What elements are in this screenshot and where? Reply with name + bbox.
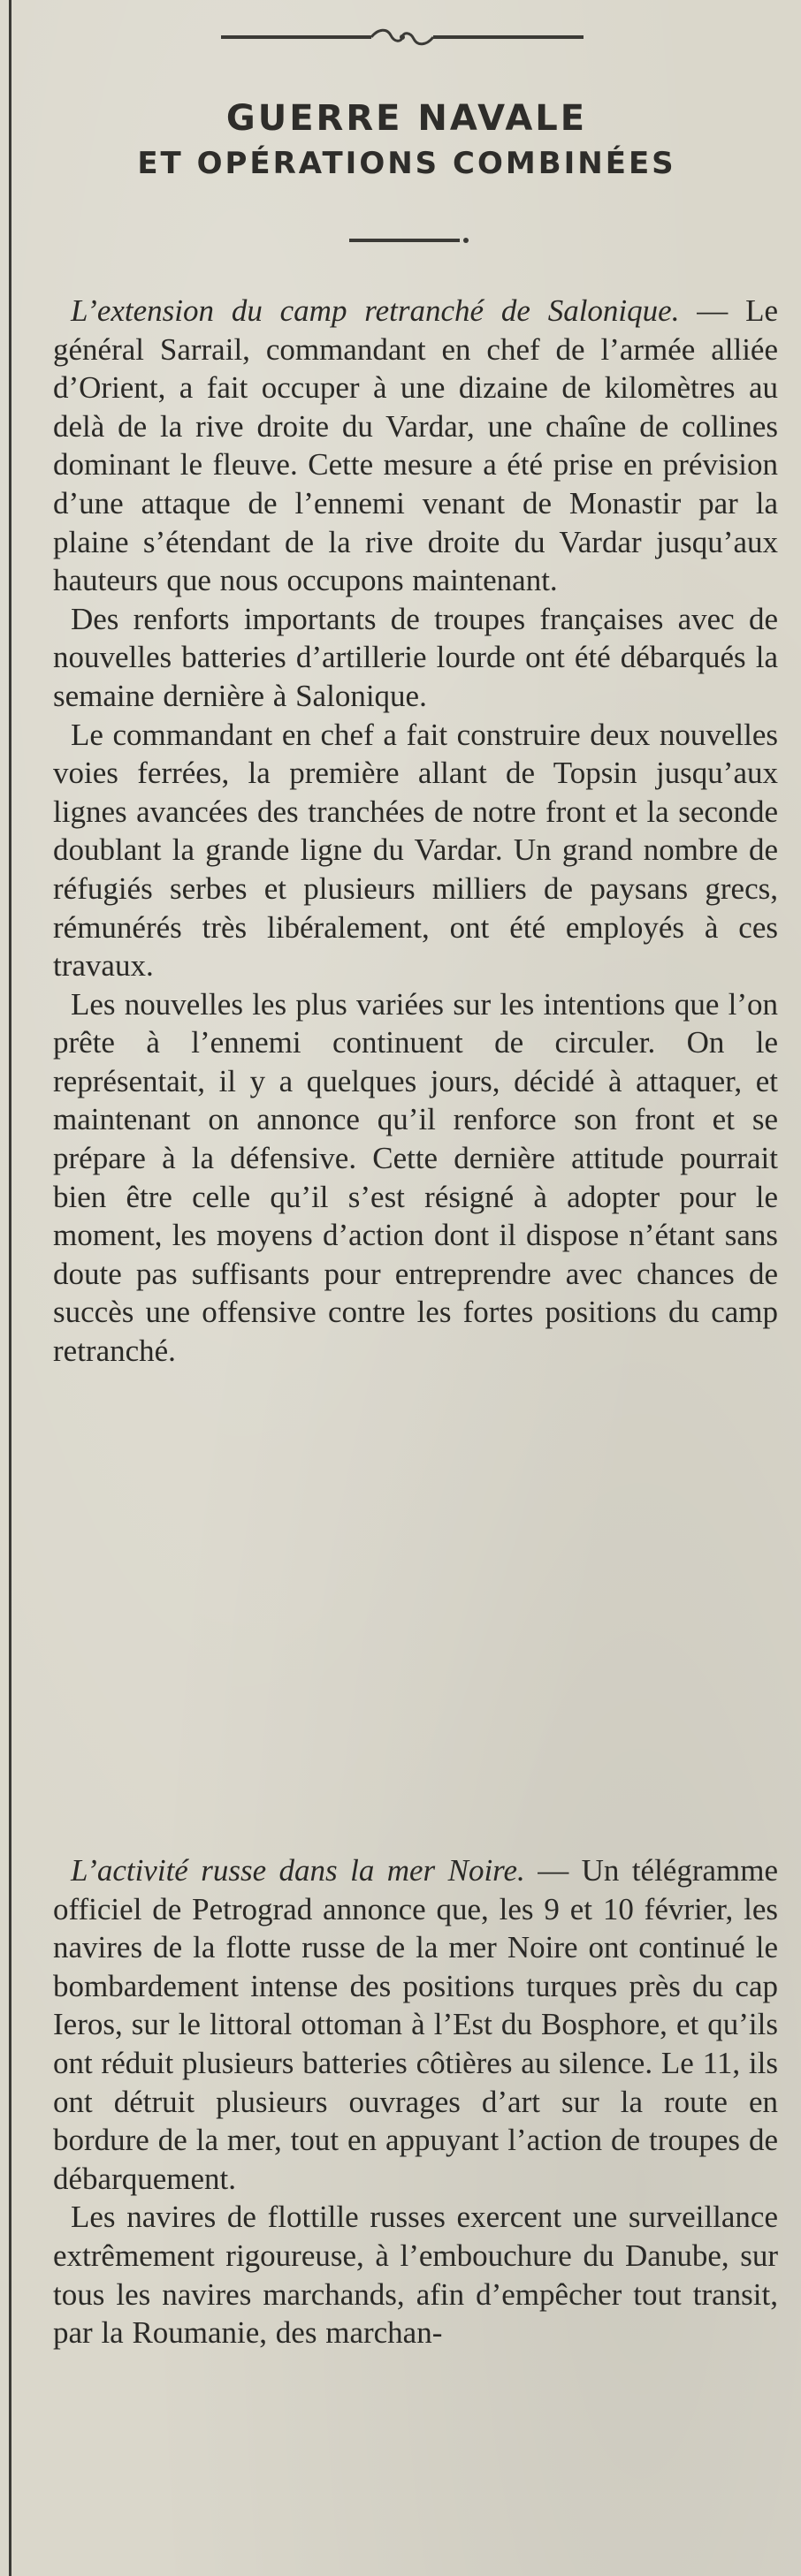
section-subtitle: ET OPÉRATIONS COMBINÉES	[137, 146, 676, 181]
section-title: GUERRE NAVALE	[225, 98, 588, 139]
article-paragraph: Les nouvelles les plus variées sur les intentions que l’on prête à l’ennemi continuent de circuler. On le représentait, il y a quelques jours, décidé à attaquer, et maintenant on annonce qu’il renforce son front et se prépare à la défensive. Cette dernière attitude pourrait bien être celle qu’il s’est résigné à adopter pour le moment, les moyens d’action dont il dispose n’étant sans doute pas suffisants pour entreprendre avec chances de succès une offensive contre les fortes positions du camp retranché.	[53, 986, 778, 1369]
article-salonique	[53, 292, 778, 1371]
ornament-divider	[221, 19, 584, 55]
article-paragraph: Les navires de flottille russes exercent une surveillance extrêmement rigoureuse, à l’embouchure du Danube, sur tous les navires marchands, afin d’empêcher tout transit, par la Roumanie, des marchan-	[53, 2200, 778, 2351]
column-rule	[9, 0, 11, 2576]
section-heading	[35, 95, 778, 186]
article-mer-noire	[53, 1851, 778, 2352]
article-kicker: L’extension du camp retranché de Salonique.	[71, 293, 680, 328]
article-kicker: L’activité russe dans la mer Noire.	[71, 1853, 525, 1888]
article-lead-text: — Le général Sarrail, commandant en chef de l’armée alliée d’Orient, a fait occuper à une dizaine de kilomètres au delà de la rive droite du Vardar, une chaîne de collines dominant le fleuve. Cette mesure a été prise en prévision d’une attaque de l’ennemi venant de Monastir par la plaine s’étendant de la rive droite du Vardar jusqu’aux hauteurs que nous occupons maintenant.	[53, 293, 779, 598]
heading-underline	[349, 239, 460, 242]
article-lead-text: — Un télégramme officiel de Petrograd annonce que, les 9 et 10 février, les navires de la flotte russe de la mer Noire ont continué le bombardement intense des positions turques près du cap Ieros, sur le littoral ottoman à l’Est du Bosphore, et qu’ils ont réduit plusieurs batteries côtières au silence. Le 11, ils ont détruit plusieurs ouvrages d’art sur la route en bordure de la mer, tout en appuyant l’action de troupes de débarquement.	[53, 1853, 779, 2196]
article-paragraph	[53, 292, 778, 600]
article-paragraph	[53, 1851, 778, 2198]
article-paragraph: Des renforts importants de troupes françaises avec de nouvelles batteries d’artillerie lourde ont été débarqués la semaine dernière à Salonique.	[53, 601, 778, 713]
article-paragraph: Le commandant en chef a fait construire deux nouvelles voies ferrées, la première allant de Topsin jusqu’aux lignes avancées des tranchées de notre front et la seconde doublant la grande ligne du Vardar. Un grand nombre de réfugiés serbes et plusieurs milliers de paysans grecs, rémunérés très libéralement, ont été employés à ces travaux.	[53, 717, 778, 984]
